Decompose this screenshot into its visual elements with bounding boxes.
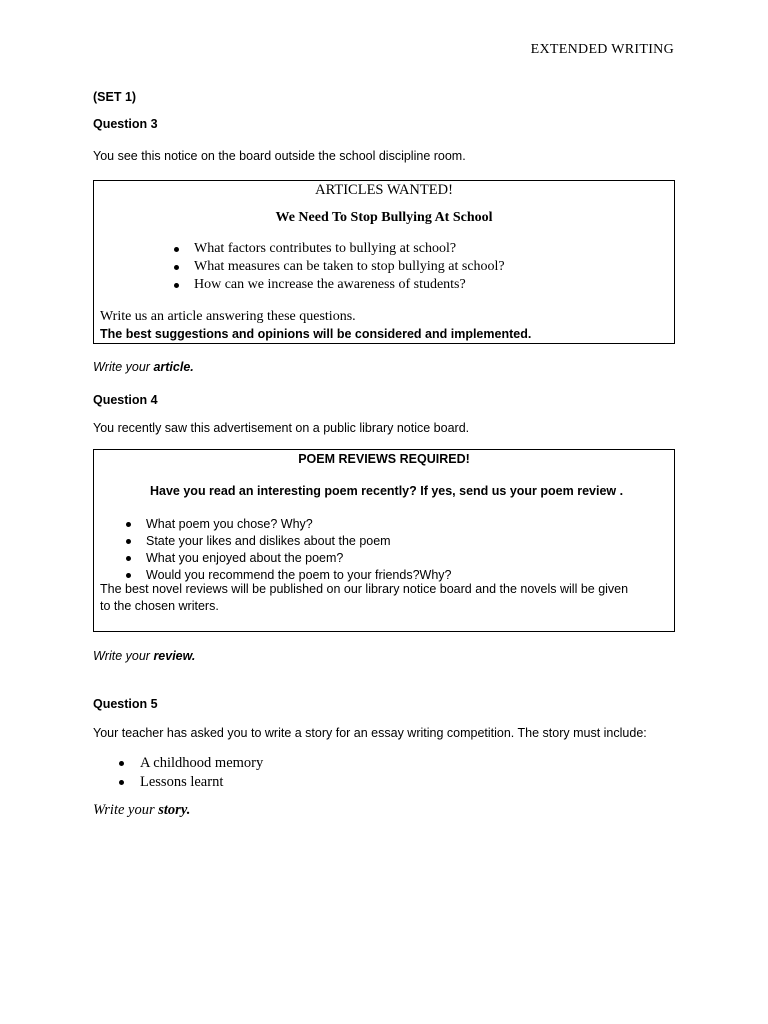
bullet-icon	[126, 556, 131, 561]
question-3-task: Write your article.	[93, 360, 194, 374]
advert-bullet-list	[146, 516, 451, 584]
question-4-heading: Question 4	[93, 393, 158, 407]
notice-title: ARTICLES WANTED!	[315, 182, 453, 198]
question-3-heading: Question 3	[93, 117, 158, 131]
task-keyword: review.	[153, 649, 196, 663]
set-label: (SET 1)	[93, 90, 137, 104]
bullet-icon	[174, 247, 179, 252]
bullet-icon	[126, 522, 131, 527]
list-item: Lessons learnt	[140, 773, 263, 792]
question-4-intro: You recently saw this advertisement on a public library notice board.	[93, 421, 470, 435]
list-item: What you enjoyed about the poem?	[146, 550, 451, 567]
notice-bullet-list	[194, 240, 505, 294]
list-item: What poem you chose? Why?	[146, 516, 451, 533]
articles-wanted-notice	[93, 180, 675, 344]
question-5-task: Write your story.	[93, 802, 191, 818]
question-5-bullet-list	[140, 754, 263, 792]
advert-closing-line-2: to the chosen writers.	[100, 599, 219, 613]
bullet-icon	[174, 283, 179, 288]
notice-subtitle: We Need To Stop Bullying At School	[275, 210, 493, 225]
page-header: EXTENDED WRITING	[530, 42, 674, 57]
bullet-icon	[174, 265, 179, 270]
question-3-intro: You see this notice on the board outside the school discipline room.	[93, 149, 466, 163]
bullet-icon	[126, 573, 131, 578]
bullet-icon	[126, 539, 131, 544]
bullet-icon	[119, 780, 124, 785]
poem-reviews-advert	[93, 449, 675, 632]
notice-footer: The best suggestions and opinions will be considered and implemented.	[100, 327, 532, 341]
list-item: What factors contributes to bullying at school?	[194, 240, 505, 258]
question-4-task: Write your review.	[93, 649, 196, 663]
list-item: A childhood memory	[140, 754, 263, 773]
list-item: How can we increase the awareness of students?	[194, 276, 505, 294]
question-5-intro: Your teacher has asked you to write a story for an essay writing competition. The story must include:	[93, 726, 647, 740]
list-item: State your likes and dislikes about the poem	[146, 533, 451, 550]
advert-closing-line-1: The best novel reviews will be published on our library notice board and the novels will be given	[100, 582, 629, 596]
question-5-heading: Question 5	[93, 697, 158, 711]
task-keyword: article.	[153, 360, 194, 374]
list-item: What measures can be taken to stop bullying at school?	[194, 258, 505, 276]
bullet-icon	[119, 761, 124, 766]
advert-title: POEM REVIEWS REQUIRED!	[298, 452, 470, 466]
notice-instruction: Write us an article answering these questions.	[100, 309, 356, 324]
advert-lead: Have you read an interesting poem recently? If yes, send us your poem review .	[150, 484, 624, 498]
list-item: Would you recommend the poem to your friends?Why?	[146, 567, 451, 584]
task-keyword: story.	[158, 802, 191, 818]
